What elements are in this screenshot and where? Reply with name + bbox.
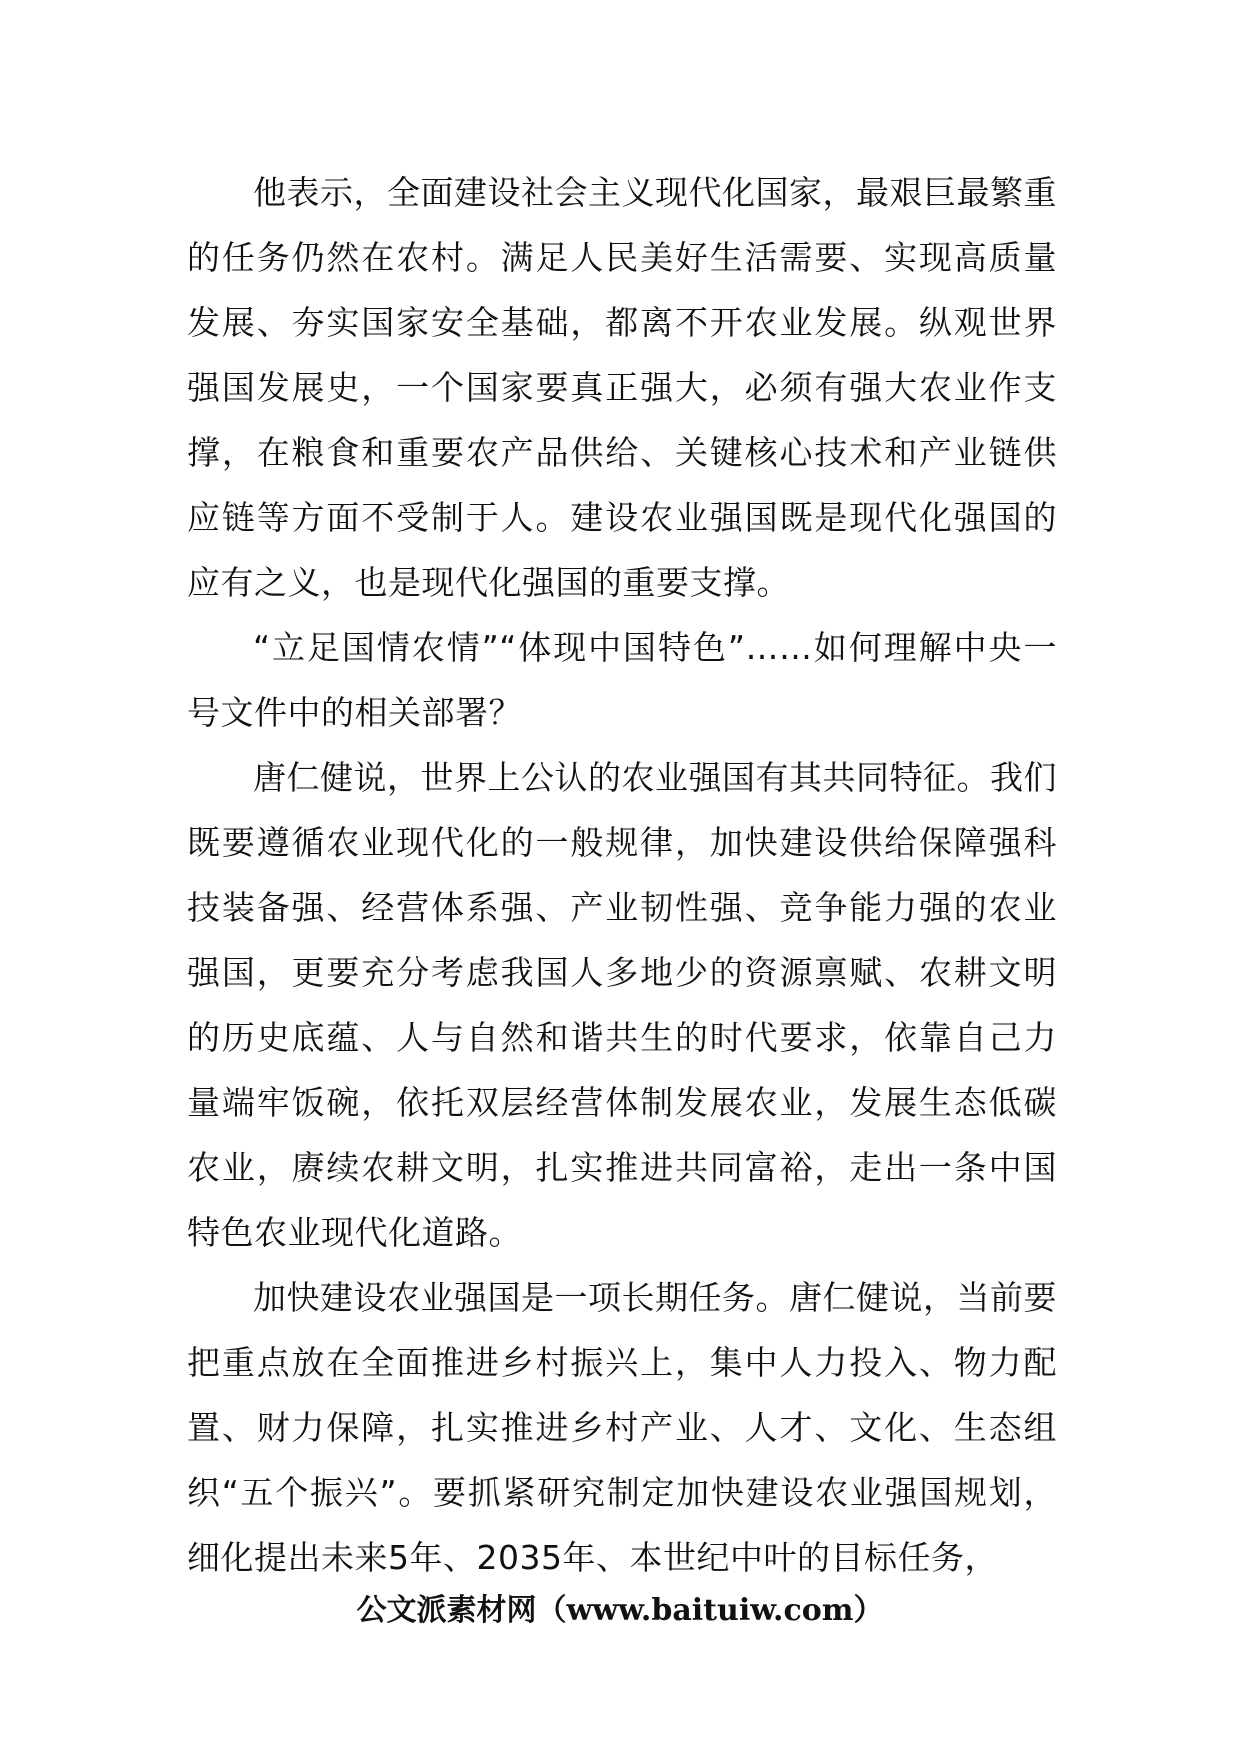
article-body	[187, 160, 1057, 1590]
paragraph-4: 加快建设农业强国是一项长期任务。唐仁健说，当前要把重点放在全面推进乡村振兴上，集中人力投入、物力配置、财力保障，扎实推进乡村产业、人才、文化、生态组织“五个振兴”。要抓紧研究制定加快建设农业强国规划，细化提出未来5年、2035年、本世纪中叶的目标任务，	[187, 1278, 1057, 1577]
paragraph-1: 他表示，全面建设社会主义现代化国家，最艰巨最繁重的任务仍然在农村。满足人民美好生活需要、实现高质量发展、夯实国家安全基础，都离不开农业发展。纵观世界强国发展史，一个国家要真正强大，必须有强大农业作支撑，在粮食和重要农产品供给、关键核心技术和产业链供应链等方面不受制于人。建设农业强国既是现代化强国的应有之义，也是现代化强国的重要支撑。	[187, 173, 1057, 602]
paragraph-3: 唐仁健说，世界上公认的农业强国有其共同特征。我们既要遵循农业现代化的一般规律，加快建设供给保障强科技装备强、经营体系强、产业韧性强、竞争能力强的农业强国，更要充分考虑我国人多地少的资源禀赋、农耕文明的历史底蕴、人与自然和谐共生的时代要求，依靠自己力量端牢饭碗，依托双层经营体制发展农业，发展生态低碳农业，赓续农耕文明，扎实推进共同富裕，走出一条中国特色农业现代化道路。	[187, 758, 1057, 1252]
paragraph-2: “立足国情农情”“体现中国特色”……如何理解中央一号文件中的相关部署？	[187, 628, 1057, 732]
page-footer-watermark: 公文派素材网（www.baituiw.com）	[356, 1593, 884, 1628]
